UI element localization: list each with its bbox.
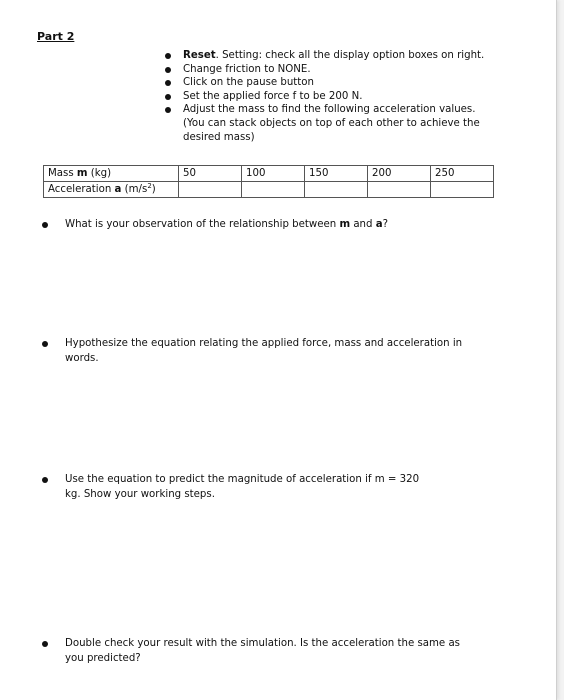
mass-row-label — [44, 166, 179, 182]
bullet-icon — [42, 222, 48, 228]
acceleration-cell-2[interactable] — [242, 182, 305, 198]
q1-a: a — [375, 219, 383, 230]
question-predict-text — [65, 473, 512, 502]
acceleration-row-label — [44, 182, 179, 198]
table-row-acceleration — [44, 182, 494, 198]
q1-pre: What is your observation of the relationship between — [65, 219, 340, 230]
adjust-mass-line1: Adjust the mass to find the following acceleration values. — [183, 104, 476, 116]
q4-line2: you predicted? — [65, 652, 141, 664]
instruction-item-pause: Click on the pause button — [163, 76, 523, 90]
acceleration-cell-4[interactable] — [368, 182, 431, 198]
q1-end: ? — [382, 219, 389, 230]
accel-label-pre: Acceleration — [48, 184, 115, 195]
q4-line1: Double check your result with the simulation. Is the acceleration the same as — [65, 638, 460, 649]
bullet-icon — [42, 641, 48, 647]
instruction-item-adjust-mass — [163, 103, 523, 144]
instruction-item-reset — [163, 49, 523, 63]
question-predict — [42, 473, 512, 502]
reset-text: . Setting: check all the display option boxes on right. — [215, 50, 485, 61]
question-double-check-text — [65, 637, 512, 666]
acceleration-cell-1[interactable] — [179, 182, 242, 198]
mass-label-pre: Mass — [48, 168, 77, 179]
question-observation-text — [65, 218, 512, 233]
accel-label-end: ) — [151, 184, 156, 195]
q1-m: m — [339, 219, 351, 230]
acceleration-cell-5[interactable] — [431, 182, 494, 198]
mass-cell-4: 200 — [368, 166, 431, 182]
mass-acceleration-table — [43, 165, 494, 198]
instruction-item-force: Set the applied force f to be 200 N. — [163, 90, 523, 104]
q3-line2: kg. Show your working steps. — [65, 488, 215, 500]
question-double-check — [42, 637, 512, 666]
mass-cell-2: 100 — [242, 166, 305, 182]
reset-label: Reset — [183, 50, 216, 61]
instruction-item-friction: Change friction to NONE. — [163, 63, 523, 77]
accel-label-symbol: a — [114, 184, 122, 195]
accel-label-unit: (m/s — [121, 184, 148, 195]
table-row-mass — [44, 166, 494, 182]
q2-line1: Hypothesize the equation relating the applied force, mass and acceleration in — [65, 338, 463, 349]
instruction-list — [163, 49, 523, 144]
mass-label-unit: (kg) — [87, 168, 112, 179]
q2-line2: words. — [65, 352, 99, 364]
bullet-icon — [42, 477, 48, 483]
bullet-icon — [42, 341, 48, 347]
question-hypothesize-text — [65, 337, 512, 366]
question-observation — [42, 218, 512, 233]
adjust-mass-line2: (You can stack objects on top of each other to achieve the — [183, 117, 480, 129]
mass-cell-5: 250 — [431, 166, 494, 182]
acceleration-cell-3[interactable] — [305, 182, 368, 198]
question-hypothesize — [42, 337, 512, 366]
q3-line1: Use the equation to predict the magnitude of acceleration if m = 320 — [65, 474, 420, 485]
mass-cell-1: 50 — [179, 166, 242, 182]
q1-mid: and — [350, 219, 376, 230]
adjust-mass-line3: desired mass) — [183, 131, 255, 143]
accel-label-exponent: 2 — [147, 182, 152, 190]
mass-cell-3: 150 — [305, 166, 368, 182]
mass-label-symbol: m — [76, 168, 88, 179]
section-title: Part 2 — [37, 30, 75, 43]
